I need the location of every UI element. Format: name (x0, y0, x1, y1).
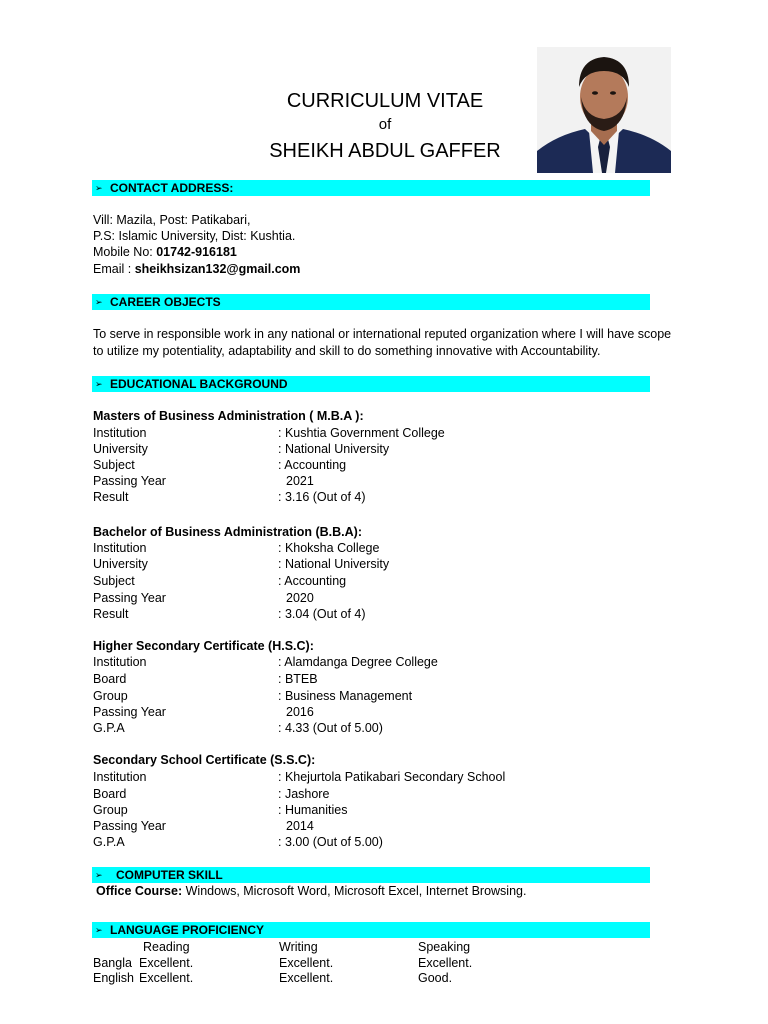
bullet-arrow-icon: ➢ (95, 870, 103, 880)
edu-value: : Accounting (278, 574, 347, 588)
language-speaking: Good. (418, 971, 453, 985)
email-label: Email : (93, 262, 135, 276)
candidate-name: SHEIKH ABDUL GAFFER (269, 140, 501, 162)
edu-value: : Jashore (278, 787, 330, 801)
edu-label: G.P.A (93, 835, 125, 849)
edu-value: : National University (278, 442, 390, 456)
edu-label: Board (93, 672, 127, 686)
edu-label: Result (93, 607, 129, 621)
language-name: Bangla (93, 956, 132, 970)
bullet-arrow-icon: ➢ (95, 379, 103, 389)
edu-label: Passing Year (93, 705, 166, 719)
edu-label: Subject (93, 458, 135, 472)
office-course-text: Windows, Microsoft Word, Microsoft Excel, Internet Browsing. (182, 884, 527, 898)
edu-value: 2016 (286, 705, 314, 719)
edu-label: Passing Year (93, 819, 166, 833)
edu-value: : 3.04 (Out of 4) (278, 607, 366, 621)
edu-label: University (93, 557, 148, 571)
section-contact-band (92, 180, 650, 196)
edu-value: 2014 (286, 819, 314, 833)
degree-title: Higher Secondary Certificate (H.S.C): (93, 639, 314, 653)
edu-value: : Business Management (278, 689, 413, 703)
language-reading: Excellent. (139, 956, 194, 970)
degree-title: Bachelor of Business Administration (B.B.A): (93, 525, 363, 539)
edu-label: University (93, 442, 148, 456)
bullet-arrow-icon: ➢ (95, 183, 103, 193)
edu-label: Group (93, 803, 128, 817)
edu-value: : 4.33 (Out of 5.00) (278, 721, 383, 735)
edu-value: : Khejurtola Patikabari Secondary School (278, 770, 506, 784)
email-address: sheikhsizan132@gmail.com (134, 262, 301, 276)
mobile-label: Mobile No: (93, 245, 157, 259)
cv-title: CURRICULUM VITAE (286, 90, 484, 112)
edu-value: : Khoksha College (278, 541, 380, 555)
edu-value: : National University (278, 557, 390, 571)
career-objective-text: To serve in responsible work in any national or international reputed organization where I will have scope to utilize my potentiality, adaptability and skill to do something innovative with Accountability. (93, 327, 672, 358)
degree-title: Masters of Business Administration ( M.B.A ): (93, 409, 364, 423)
mobile-number: 01742-916181 (156, 245, 237, 259)
bullet-arrow-icon: ➢ (95, 925, 103, 935)
edu-value: : BTEB (278, 672, 318, 686)
title-of: of (378, 116, 392, 133)
email-line (93, 261, 300, 277)
language-name: English (93, 971, 134, 985)
profile-photo (537, 47, 671, 173)
section-computer-band (92, 867, 650, 883)
edu-value: 2021 (286, 474, 314, 488)
edu-label: Board (93, 787, 127, 801)
language-writing: Excellent. (279, 956, 334, 970)
mobile-line (93, 244, 237, 260)
edu-label: Passing Year (93, 591, 166, 605)
edu-value: : 3.00 (Out of 5.00) (278, 835, 383, 849)
bullet-arrow-icon: ➢ (95, 297, 103, 307)
edu-label: G.P.A (93, 721, 125, 735)
section-language-band (92, 922, 650, 938)
section-contact-heading: CONTACT ADDRESS: (110, 181, 234, 195)
section-career-heading: CAREER OBJECTS (110, 295, 221, 309)
edu-value: : Kushtia Government College (278, 426, 445, 440)
language-header-writing: Writing (279, 940, 318, 954)
computer-skill-line (96, 883, 526, 899)
section-computer-heading: COMPUTER SKILL (116, 868, 223, 882)
edu-value: : 3.16 (Out of 4) (278, 490, 366, 504)
address-line-1: Vill: Mazila, Post: Patikabari, (93, 213, 251, 227)
language-header-reading: Reading (143, 940, 190, 954)
section-career-band (92, 294, 650, 310)
section-education-band (92, 376, 650, 392)
edu-value: : Alamdanga Degree College (278, 655, 438, 669)
section-language-heading: LANGUAGE PROFICIENCY (110, 923, 265, 937)
language-header-speaking: Speaking (418, 940, 471, 954)
edu-label: Group (93, 689, 128, 703)
edu-label: Institution (93, 541, 147, 555)
edu-label: Subject (93, 574, 135, 588)
address-line-2: P.S: Islamic University, Dist: Kushtia. (93, 229, 296, 243)
degree-title: Secondary School Certificate (S.S.C): (93, 753, 316, 767)
language-reading: Excellent. (139, 971, 194, 985)
edu-label: Result (93, 490, 129, 504)
office-course-label: Office Course: (96, 884, 183, 898)
edu-label: Institution (93, 426, 147, 440)
language-writing: Excellent. (279, 971, 334, 985)
language-speaking: Excellent. (418, 956, 473, 970)
edu-value: : Accounting (278, 458, 347, 472)
edu-value: : Humanities (278, 803, 348, 817)
edu-value: 2020 (286, 591, 314, 605)
edu-label: Passing Year (93, 474, 166, 488)
section-education-heading: EDUCATIONAL BACKGROUND (110, 377, 288, 391)
edu-label: Institution (93, 655, 147, 669)
edu-label: Institution (93, 770, 147, 784)
